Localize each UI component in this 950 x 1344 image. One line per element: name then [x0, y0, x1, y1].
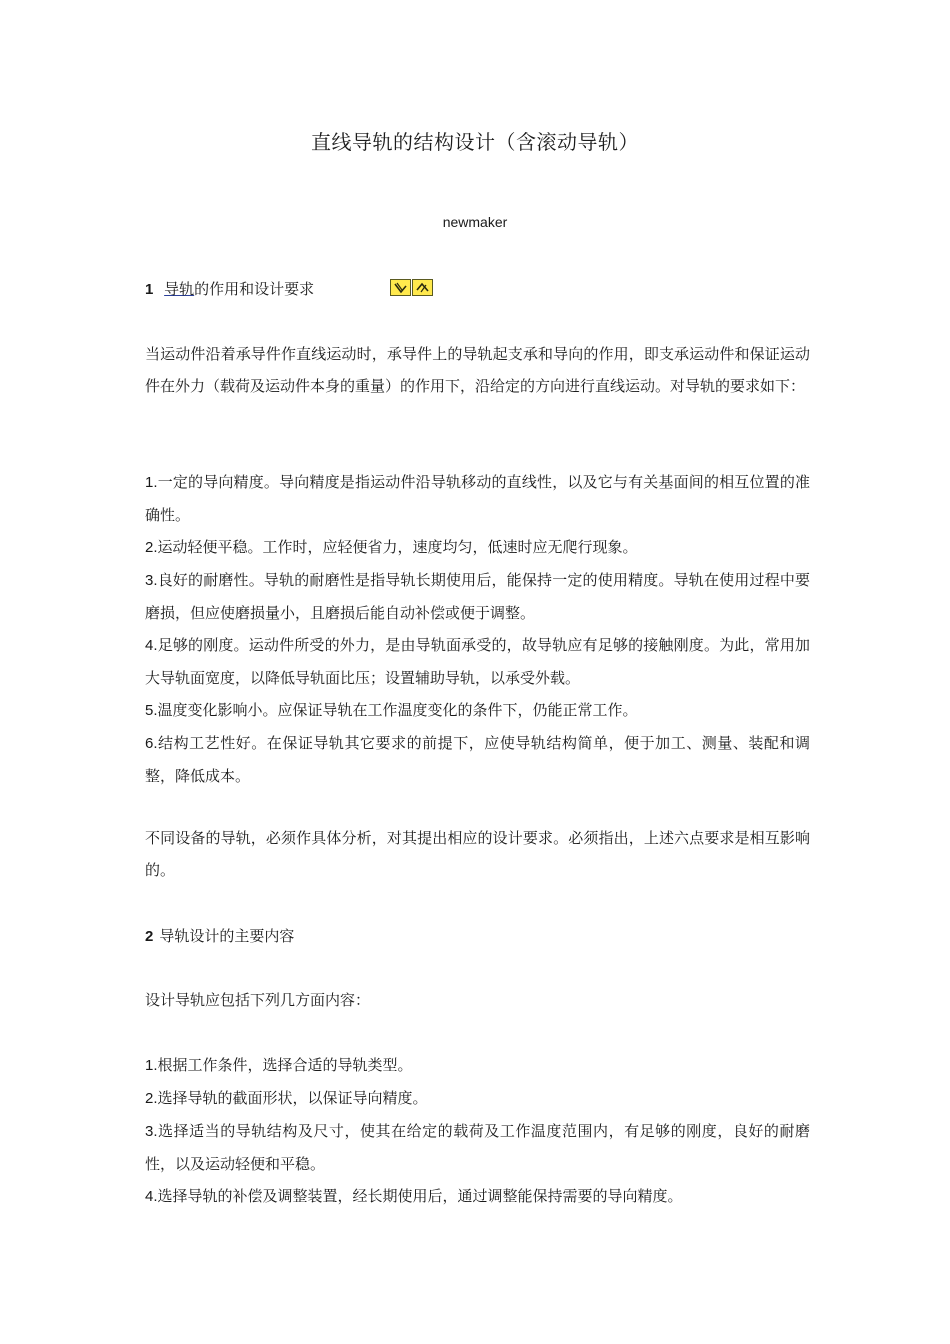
- section-1-conclusion: 不同设备的导轨，必须作具体分析，对其提出相应的设计要求。必须指出，上述六点要求是相互影响的。: [145, 829, 810, 879]
- list-item: 3.良好的耐磨性。导轨的耐磨性是指导轨长期使用后，能保持一定的使用精度。导轨在使用过程中要磨损，但应使磨损量小，且磨损后能自动补偿或便于调整。: [145, 571, 810, 622]
- guide-rail-link[interactable]: 导轨: [164, 280, 195, 298]
- section-2-intro: 设计导轨应包括下列几方面内容：: [145, 991, 371, 1009]
- arrow-left-icon[interactable]: [390, 279, 411, 296]
- section-1-intro: 当运动件沿着承导件作直线运动时，承导件上的导轨起支承和导向的作用，即支承运动件和保证运动件在外力（载荷及运动件本身的重量）的作用下，沿给定的方向进行直线运动。对导轨的要求如下：: [145, 345, 810, 395]
- section-2-heading: [145, 926, 294, 947]
- list-item: 2.选择导轨的截面形状，以保证导向精度。: [145, 1089, 428, 1107]
- list-item: 1.根据工作条件，选择合适的导轨类型。: [145, 1056, 413, 1074]
- page-title: 直线导轨的结构设计（含滚动导轨）: [311, 130, 639, 154]
- nav-icon-group: [390, 279, 433, 296]
- arrow-right-icon[interactable]: [412, 279, 433, 296]
- list-item: 4.选择导轨的补偿及调整装置，经长期使用后，通过调整能保持需要的导向精度。: [145, 1187, 683, 1205]
- list-item: 3.选择适当的导轨结构及尺寸，使其在给定的载荷及工作温度范围内，有足够的刚度，良好的耐磨性，以及运动轻便和平稳。: [145, 1122, 810, 1173]
- list-item: 5.温度变化影响小。应保证导轨在工作温度变化的条件下，仍能正常工作。: [145, 701, 638, 719]
- design-content-list: [145, 1049, 810, 1213]
- list-item: 1.一定的导向精度。导向精度是指运动件沿导轨移动的直线性，以及它与有关基面间的相互位置的准确性。: [145, 473, 810, 524]
- list-item: 4.足够的刚度。运动件所受的外力，是由导轨面承受的，故导轨应有足够的接触刚度。为此，常用加大导轨面宽度，以降低导轨面比压；设置辅助导轨，以承受外载。: [145, 636, 810, 687]
- section-number: 2: [145, 928, 154, 945]
- section-number: 1: [145, 281, 154, 298]
- section-1-heading: [145, 279, 314, 300]
- list-item: 2.运动轻便平稳。工作时，应轻便省力，速度均匀，低速时应无爬行现象。: [145, 538, 638, 556]
- section-heading-text: 的作用和设计要求: [194, 280, 315, 298]
- section-heading-text: 导轨设计的主要内容: [159, 927, 295, 945]
- list-item: 6.结构工艺性好。在保证导轨其它要求的前提下，应使导轨结构简单，便于加工、测量、装配和调整，降低成本。: [145, 734, 810, 785]
- author-name: newmaker: [442, 214, 508, 230]
- requirements-list: [145, 466, 810, 792]
